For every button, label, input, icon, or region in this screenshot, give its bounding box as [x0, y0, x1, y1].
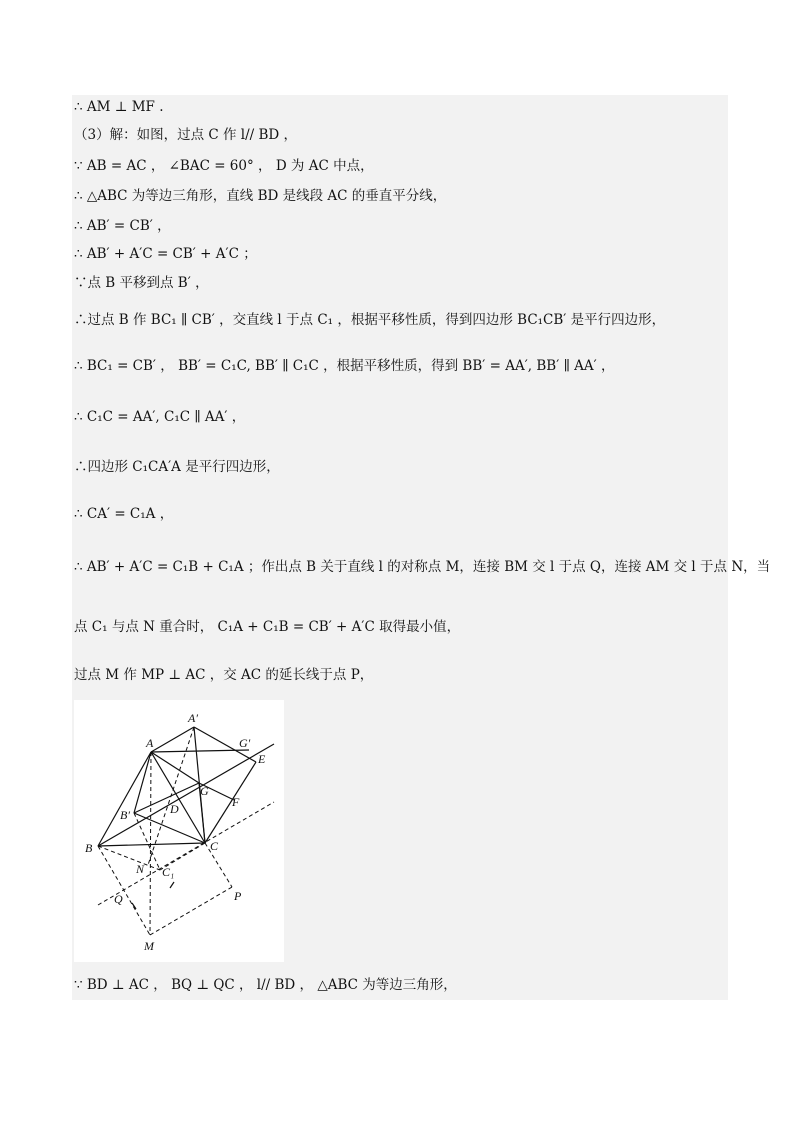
- line-BE: [98, 744, 274, 846]
- dashed-MP: [150, 887, 232, 935]
- text-line-6: ∴ AB′ + A′C = CB′ + A′C ；: [74, 246, 257, 262]
- dashed-AM: [150, 752, 151, 935]
- label-Q: Q: [114, 892, 123, 906]
- text-line-15: 过点 M 作 MP ⊥ AC ，交 AC 的延长线于点 P，: [74, 667, 374, 683]
- label-A-prime: A′: [188, 711, 198, 725]
- segment-EC: [205, 762, 256, 843]
- text-line-4: ∴ △ABC 为等边三角形，直线 BD 是线段 AC 的垂直平分线，: [74, 188, 447, 204]
- label-C: C: [210, 839, 219, 853]
- label-C1: C₁: [162, 865, 175, 879]
- tick-mark-2: [170, 882, 174, 888]
- text-line-10: ∴ C₁C = AA′, C₁C ∥ AA′ ，: [74, 409, 246, 425]
- text-line-9: ∴ BC₁ = CB′ ， BB′ = C₁C, BB′ ∥ C₁C ，根据平移性质，得到 BB′ = AA′, BB′ ∥ AA′ ，: [74, 358, 615, 374]
- label-A: A: [146, 736, 154, 750]
- label-G-prime: G′: [239, 736, 251, 750]
- text-line-5: ∴ AB′ = CB′ ，: [74, 218, 171, 234]
- segment-AC: [151, 752, 205, 843]
- label-F: F: [232, 795, 240, 809]
- text-line-1: ∴ AM ⊥ MF .: [74, 99, 164, 115]
- label-E: E: [258, 752, 266, 766]
- segment-AG: [151, 752, 199, 783]
- text-line-12: ∴ CA′ = C₁A ，: [74, 506, 174, 522]
- label-D: D: [170, 802, 179, 816]
- geometry-figure: [74, 700, 284, 962]
- text-line-7: ∵点 B 平移到点 B′ ，: [74, 275, 209, 291]
- segment-AG-prime: [151, 750, 249, 752]
- text-line-3: ∵ AB = AC ， ∠BAC = 60° ， D 为 AC 中点，: [74, 158, 374, 174]
- text-line-8: ∴过点 B 作 BC₁ ∥ CB′ ，交直线 l 于点 C₁ ，根据平移性质，得到四边形 BC₁CB′ 是平行四边形，: [74, 312, 666, 328]
- label-B: B: [85, 841, 93, 855]
- geometry-diagram: [74, 700, 284, 962]
- text-line-11: ∴四边形 C₁CA′A 是平行四边形，: [74, 459, 280, 475]
- segment-BC: [98, 843, 205, 846]
- label-M: M: [144, 939, 154, 953]
- text-line-13: ∴ AB′ + A′C = C₁B + C₁A ；作出点 B 关于直线 l 的对称点 M，连接 BM 交 l 于点 Q，连接 AM 交 l 于点 N，当: [74, 559, 771, 575]
- segment-B-prime-A: [134, 752, 151, 813]
- label-B-prime: B′: [120, 808, 130, 822]
- label-G: G: [200, 784, 209, 798]
- segment-AB: [98, 752, 151, 846]
- text-line-16: ∵ BD ⊥ AC ， BQ ⊥ QC ， l// BD ， △ABC 为等边三角形，: [74, 977, 457, 993]
- dashed-BM: [98, 846, 150, 935]
- text-line-2: （3）解：如图，过点 C 作 l// BD ，: [74, 127, 298, 143]
- segment-B-prime-C: [134, 813, 205, 843]
- segment-AA-prime: [151, 727, 194, 752]
- label-N: N: [136, 862, 145, 876]
- label-P: P: [234, 889, 242, 903]
- text-line-14: 点 C₁ 与点 N 重合时， C₁A + C₁B = CB′ + A′C 取得最小值，: [74, 619, 461, 635]
